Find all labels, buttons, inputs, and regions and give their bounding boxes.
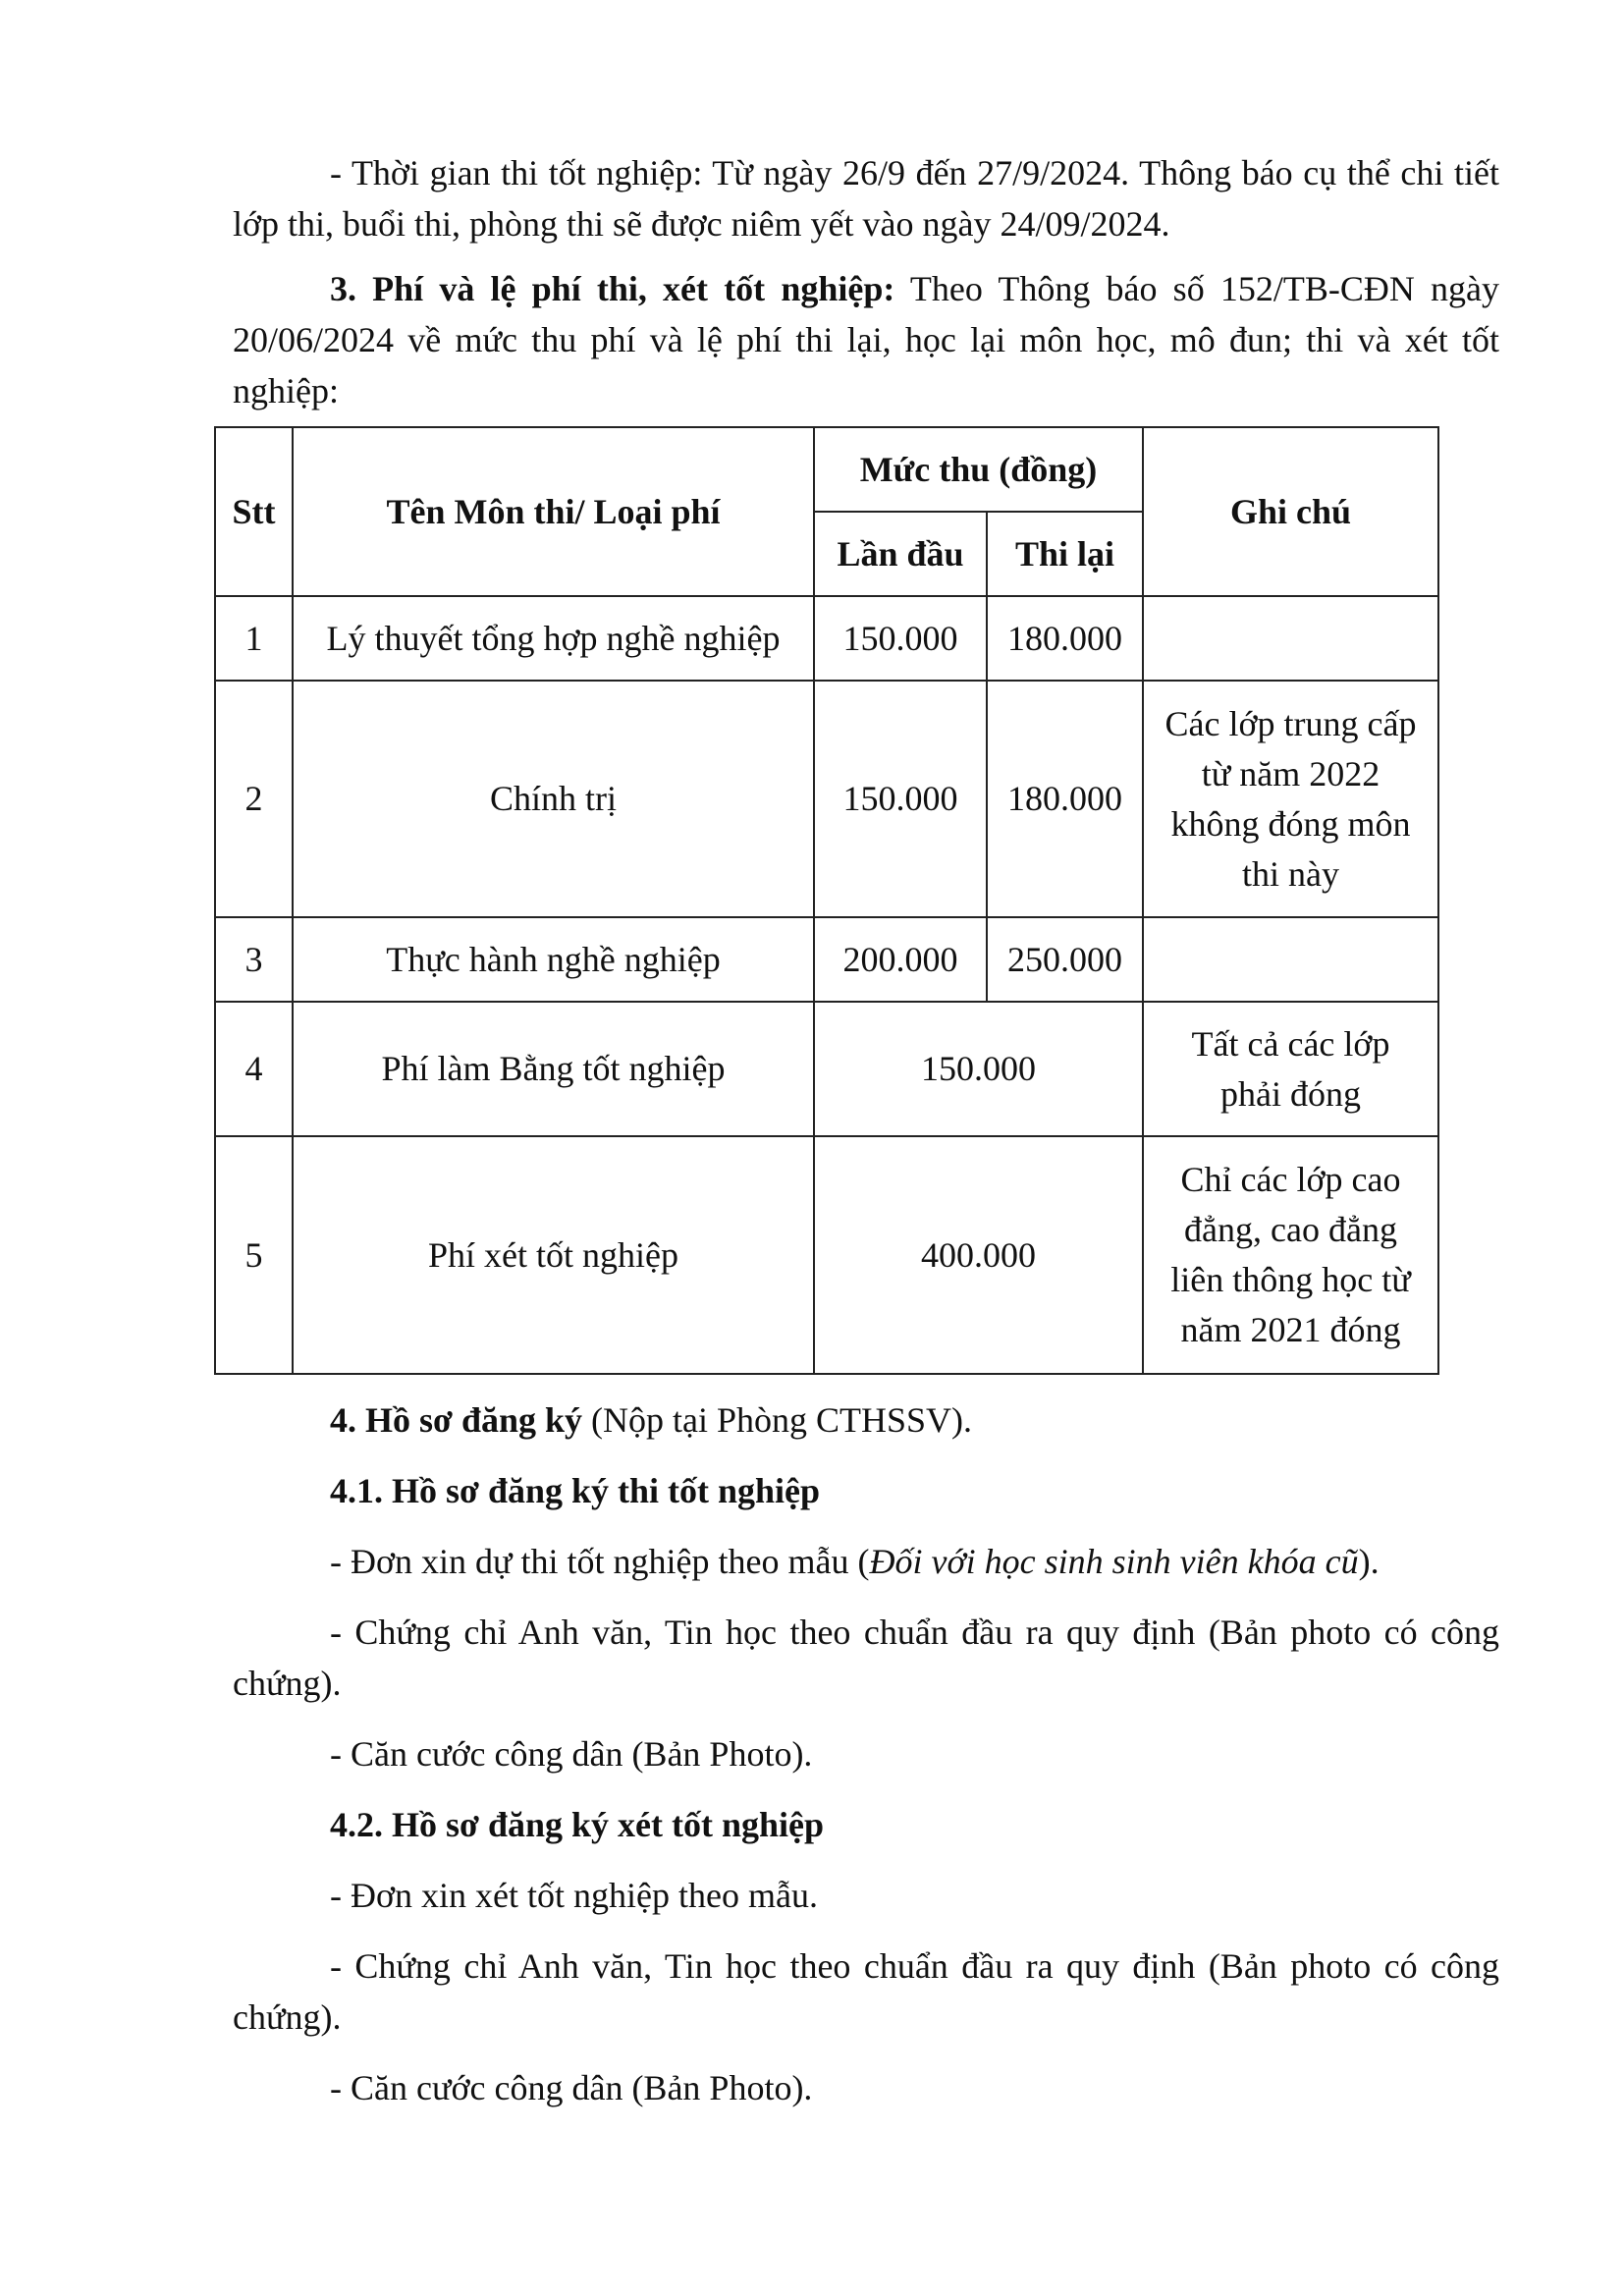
row-note: Các lớp trung cấp từ năm 2022 không đóng môn thi này: [1143, 681, 1438, 917]
row-first-fee: 150.000: [814, 681, 987, 917]
section-4-1-item-1-italic: Đối với học sinh sinh viên khóa cũ: [869, 1542, 1359, 1581]
section-4-heading: 4. Hồ sơ đăng ký: [330, 1400, 583, 1440]
section-4-1-item-1: - Đơn xin dự thi tốt nghiệp theo mẫu (Đối với học sinh sinh viên khóa cũ).: [330, 1542, 1380, 1581]
fee-table: [214, 426, 1439, 1375]
table-row: [215, 917, 1438, 1002]
header-name: Tên Môn thi/ Loại phí: [293, 427, 814, 596]
header-retake: Thi lại: [987, 512, 1143, 596]
row-first-fee: 150.000: [814, 596, 987, 681]
table-row: [215, 681, 1438, 917]
row-name: Lý thuyết tổng hợp nghề nghiệp: [293, 596, 814, 681]
row-retake-fee: 180.000: [987, 596, 1143, 681]
section-4-2-item-3: - Căn cước công dân (Bản Photo).: [330, 2068, 813, 2107]
table-header-row: [215, 427, 1438, 512]
section-3-paragraph: [233, 263, 1499, 416]
table-row: [215, 1136, 1438, 1374]
row-name: Chính trị: [293, 681, 814, 917]
header-first: Lần đầu: [814, 512, 987, 596]
header-stt: Stt: [215, 427, 293, 596]
exam-time-paragraph: - Thời gian thi tốt nghiệp: Từ ngày 26/9 đến 27/9/2024. Thông báo cụ thể chi tiết lớp thi, buổi thi, phòng thi sẽ được niêm yết vào ngày 24/09/2024.: [233, 153, 1499, 244]
row-stt: 4: [215, 1002, 293, 1136]
section-4-1-item-3: - Căn cước công dân (Bản Photo).: [330, 1734, 813, 1774]
header-note: Ghi chú: [1143, 427, 1438, 596]
section-4-1-heading: 4.1. Hồ sơ đăng ký thi tốt nghiệp: [330, 1471, 821, 1510]
section-4-heading-rest: (Nộp tại Phòng CTHSSV).: [582, 1400, 973, 1440]
section-4-2-item-1: - Đơn xin xét tốt nghiệp theo mẫu.: [330, 1876, 818, 1915]
section-4-2-item-2: - Chứng chỉ Anh văn, Tin học theo chuẩn đầu ra quy định (Bản photo có công chứng).: [233, 1946, 1499, 2037]
row-name: Phí xét tốt nghiệp: [293, 1136, 814, 1374]
document-body: [233, 147, 1499, 2113]
table-row: [215, 1002, 1438, 1136]
row-stt: 3: [215, 917, 293, 1002]
row-name: Thực hành nghề nghiệp: [293, 917, 814, 1002]
row-first-fee: 200.000: [814, 917, 987, 1002]
row-stt: 5: [215, 1136, 293, 1374]
row-stt: 1: [215, 596, 293, 681]
row-retake-fee: 250.000: [987, 917, 1143, 1002]
row-name: Phí làm Bằng tốt nghiệp: [293, 1002, 814, 1136]
section-3-text: Theo Thông báo số 152/TB-CĐN ngày 20/06/2024 về mức thu phí và lệ phí thi lại, học lại môn học, mô đun; thi và xét tốt nghiệp:: [233, 269, 1500, 410]
row-retake-fee: 180.000: [987, 681, 1143, 917]
row-note: Chỉ các lớp cao đẳng, cao đẳng liên thông học từ năm 2021 đóng: [1143, 1136, 1438, 1374]
section-4-1-item-2: - Chứng chỉ Anh văn, Tin học theo chuẩn đầu ra quy định (Bản photo có công chứng).: [233, 1613, 1499, 1703]
row-fee: 150.000: [814, 1002, 1143, 1136]
section-4-paragraph: [233, 1394, 1499, 1446]
row-note: [1143, 917, 1438, 1002]
section-3-heading: 3. Phí và lệ phí thi, xét tốt nghiệp:: [330, 269, 895, 308]
row-stt: 2: [215, 681, 293, 917]
table-row: [215, 596, 1438, 681]
header-fee: Mức thu (đồng): [814, 427, 1143, 512]
section-4-2-heading: 4.2. Hồ sơ đăng ký xét tốt nghiệp: [330, 1805, 824, 1844]
row-note: [1143, 596, 1438, 681]
row-note: Tất cả các lớp phải đóng: [1143, 1002, 1438, 1136]
row-fee: 400.000: [814, 1136, 1143, 1374]
